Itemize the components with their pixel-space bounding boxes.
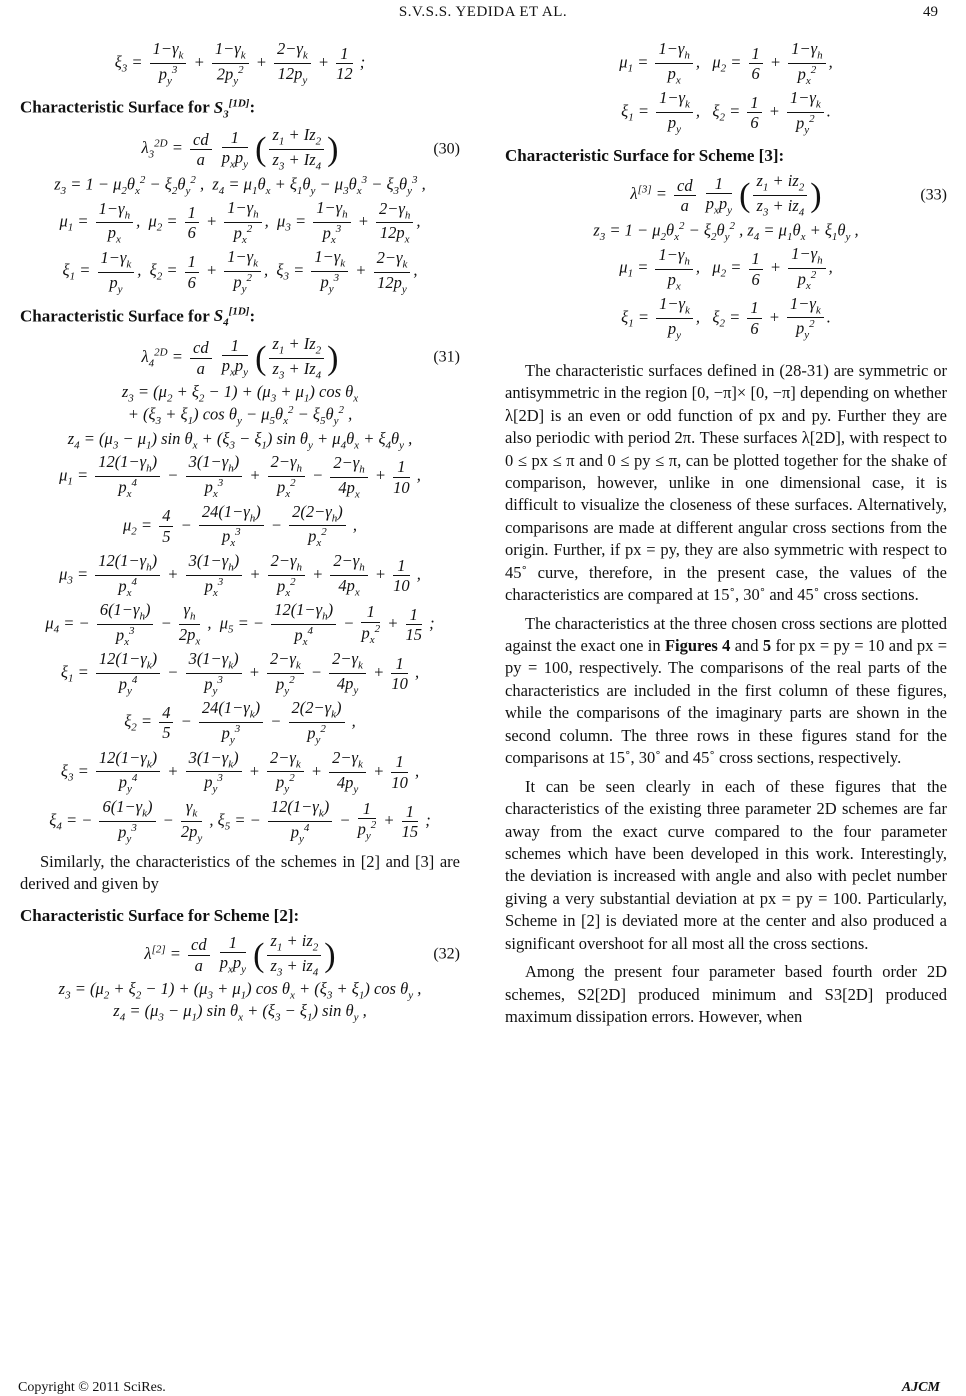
z3-s4: $z_3 = (\mu_2 + \xi_2 - 1) + (\mu_3 + \mu_1)$ $\cos \theta_x$ + $(\xi_3 + \xi_1)$ $\cos \theta_y - \mu_5\theta_x^2 - \xi_5\theta_y^2$ , bbox=[121, 382, 359, 428]
paragraph-seen: It can be seen clearly in each of these figures that the characteristics of the existing three parameter 2D schemes are far away from the exact curve compared to the four parameter schemes which have been developed in this work. Interestingly, the deviation is increased with angle and also with peclet number giving a very substantial deviation at px = py = 100. Particularly, Scheme in [2] is deviated more at the center and also produced a significant overshoot for all most all the cross sections. bbox=[505, 776, 947, 953]
mu-scheme3: $\mu_1$ = $\frac{1-\gamma_h}{p_x}$ , $\mu_2$ = $\frac{1}{6}$ + $\frac{1-\gamma_h}{p_x^2}$ , bbox=[619, 244, 833, 293]
mu-s3: $\mu_1$ = $\frac{1-\gamma_h}{p_x}$ , $\mu_2$ = $\frac{1}{6}$ + $\frac{1-\gamma_h}{p_x^2}$ , $\mu_3$ = $\frac{1-\gamma_h}{p_x^3}$ + $\frac{2-\gamma_h}{12p_x}$ , bbox=[59, 198, 421, 246]
running-title: S.V.S.S. YEDIDA ET AL. bbox=[398, 4, 568, 20]
heading-scheme-3: Characteristic Surface for Scheme [3]: bbox=[505, 146, 785, 166]
xi-scheme2: $\xi_1$ = $\frac{1-\gamma_k}{p_y}$ , $\xi_2$ = $\frac{1}{6}$ + $\frac{1-\gamma_k}{p_y^2}$ . bbox=[621, 88, 831, 136]
xi3-s4: $\xi_3$ = $\frac{12(1-\gamma_k)}{p_y^4}$ + $\frac{3(1-\gamma_k)}{p_y^3}$ + $\frac{2-\gamma_k}{p_y^2}$ + $\frac{2-\gamma_k}{4p_y}$ + $\frac{1}{10}$ , bbox=[60, 747, 420, 796]
mu3-s4: $\mu_3$ = $\frac{12(1-\gamma_h)}{p_x^4}$ + $\frac{3(1-\gamma_h)}{p_x^3}$ + $\frac{2-\gamma_h}{p_x^2}$ + $\frac{2-\gamma_h}{4p_x}$ + $\frac{1}{10}$ , bbox=[59, 550, 421, 599]
xi4-xi5-s4: $\xi_4$ = − $\frac{6(1-\gamma_k)}{p_y^3}$ − $\frac{\gamma_k}{2p_y}$ , $\xi_5$ = − $\frac{12(1-\gamma_k)}{p_y^4}$ − $\frac{1}{p_y^2}$ + $\frac{1}{15}$ ; bbox=[49, 796, 431, 845]
paragraph-similarly: Similarly, the characteristics of the schemes in [2] and [3] are derived and given by bbox=[20, 851, 460, 894]
page-number: 49 bbox=[923, 4, 938, 20]
equation-number-31: (31) bbox=[433, 348, 460, 366]
paragraph-among: Among the present four parameter based fourth order 2D schemes, S2[2D] produced minimum and S3[2D] produced maximum dissipation errors. However, when bbox=[505, 962, 947, 1027]
heading-s3: Characteristic Surface for $S_3[1D]$: bbox=[20, 97, 256, 121]
copyright: Copyright © 2011 SciRes. bbox=[18, 1380, 166, 1395]
xi2-s4: $\xi_2$ = $\frac{4}{5}$ − $\frac{24(1-\gamma_k)}{p_y^3}$ − $\frac{2(2-\gamma_k)}{p_y^2}$ , bbox=[124, 698, 356, 746]
equation-number-32: (32) bbox=[433, 945, 460, 963]
xi-s3: $\xi_1$ = $\frac{1-\gamma_k}{p_y}$ , $\xi_2$ = $\frac{1}{6}$ + $\frac{1-\gamma_k}{p_y^2}$ , $\xi_3$ = $\frac{1-\gamma_k}{p_y^3}$ + $\frac{2-\gamma_k}{12p_y}$ , bbox=[62, 247, 418, 296]
paragraph-surfaces: The characteristic surfaces defined in (28-31) are symmetric or antisymmetric in the region [0, −π]× [0, −π] depending on whether λ[2D] is an even or odd function of px and py. Further they are also periodic with period 2π. These surfaces λ[2D], with respect to 0 ≤ px ≤ π and 0 ≤ py ≤ π, can be plotted together for the shake of comparison, however, unlike in one dimensional case, it is difficult to visualize the closeness of these surfaces. Alternatively, comparisons are made at different angular cross sections from the origin. Further, if px = py, they are also symmetric with respect to 45˚ curve, therefore, in the present case, the values of the characteristics are compared at 15˚, 30˚ and 45˚ cross sections. bbox=[505, 360, 947, 605]
equation-number-30: (30) bbox=[433, 140, 460, 158]
mu2-s4: $\mu_2$ = $\frac{4}{5}$ − $\frac{24(1-\gamma_h)}{p_x^3}$ − $\frac{2(2-\gamma_h)}{p_x^2}$ , bbox=[123, 501, 357, 550]
z4-s4: $z_4 = (\mu_3 - \mu_1)$ $\sin \theta_x + (\xi_3 - \xi_1)$ $\sin \theta_y + \mu_4\theta_x + \xi_4\theta_y$ , bbox=[67, 428, 413, 451]
left-column bbox=[20, 38, 460, 1026]
equation-33: λ[3] = $\frac{cd}{a}$ $\frac{1}{p_xp_y}$ ( $\frac{z_1 + iz_2}{z_3 + iz_4}$ ) (33) bbox=[630, 171, 947, 219]
equation-30: $\lambda_3^{2D}$ = $\frac{cd}{a}$ $\frac{1}{p_xp_y}$ ( $\frac{z_1 + Iz_2}{z_3 + Iz_4}$ ) (30) bbox=[141, 125, 460, 173]
equation-31: $\lambda_4^{2D}$ = $\frac{cd}{a}$ $\frac{1}{p_xp_y}$ ( $\frac{z_1 + Iz_2}{z_3 + Iz_4}$ ) (31) bbox=[141, 333, 460, 381]
heading-s4: Characteristic Surface for $S_4[1D]$: bbox=[20, 305, 256, 329]
mu-scheme2: $\mu_1$ = $\frac{1-\gamma_h}{p_x}$ , $\mu_2$ = $\frac{1}{6}$ + $\frac{1-\gamma_h}{p_x^2}$ , bbox=[619, 39, 833, 87]
paragraph-plotted: The characteristics at the three chosen cross sections are plotted against the exact one in Figures 4 and 5 for px = py = 10 and px = py = 100, respectively. The comparisons of the real parts of the characteristics are included in the first column of these figures, while the comparisons of the imaginary parts are shown in the second column. The three rows in these figures stand for the comparisons at 15˚, 30˚ and 45˚ cross sections, respectively. bbox=[505, 613, 948, 768]
xi1-s4: $\xi_1$ = $\frac{12(1-\gamma_k)}{p_y^4}$ − $\frac{3(1-\gamma_k)}{p_y^3}$ + $\frac{2-\gamma_k}{p_y^2}$ − $\frac{2-\gamma_k}{4p_y}$ + $\frac{1}{10}$ , bbox=[60, 649, 420, 697]
mu1-s4: $\mu_1$ = $\frac{12(1-\gamma_h)}{p_x^4}$ − $\frac{3(1-\gamma_h)}{p_x^3}$ + $\frac{2-\gamma_h}{p_x^2}$ − $\frac{2-\gamma_h}{4p_x}$ + $\frac{1}{10}$ , bbox=[59, 452, 421, 501]
journal-name: AJCM bbox=[901, 1380, 940, 1395]
equation-32: λ[2] = $\frac{cd}{a}$ $\frac{1}{p_xp_y}$ ( $\frac{z_1 + iz_2}{z_3 + iz_4}$ ) (32) bbox=[144, 930, 460, 978]
heading-scheme-2: Characteristic Surface for Scheme [2]: bbox=[20, 905, 300, 925]
xi3-equation: $\xi_3$ = $\frac{1-\gamma_k}{p_y^3}$ + $\frac{1-\gamma_k}{2p_y^2}$ + $\frac{2-\gamma_k}{12p_y}$ + $\frac{1}{12}$ ; bbox=[114, 39, 366, 87]
z3-z4-s3: $z_3 = 1 - \mu_2\theta_x^2 - \xi_2\theta_y^2$ , $z_4 = \mu_1\theta_x + \xi_1\theta_y - \mu_3\theta_x^3 - \xi_3\theta_y^3$ , bbox=[54, 173, 426, 197]
z3-z4-scheme2: $z_3 = (\mu_2 + \xi_2 - 1) + (\mu_3 + \mu_1)$ $\cos \theta_x + (\xi_3 + \xi_1)$ $\cos \theta_y$ , $z_4 = (\mu_3 - \mu_1)$ $\sin \theta_x + (\xi_3 - \xi_1)$ $\sin \theta_y$ , bbox=[58, 979, 422, 1024]
xi-scheme3: $\xi_1$ = $\frac{1-\gamma_k}{p_y}$ , $\xi_2$ = $\frac{1}{6}$ + $\frac{1-\gamma_k}{p_y^2}$ . bbox=[621, 293, 831, 342]
right-column bbox=[505, 38, 947, 1034]
mu4-mu5-s4: $\mu_4$ = − $\frac{6(1-\gamma_h)}{p_x^3}$ − $\frac{\gamma_h}{2p_x}$ , $\mu_5$ = − $\frac{12(1-\gamma_h)}{p_x^4}$ − $\frac{1}{p_x^2}$ + $\frac{1}{15}$ ; bbox=[45, 599, 435, 648]
page-header bbox=[0, 4, 966, 28]
z3-z4-scheme3: $z_3 = 1 - \mu_2\theta_x^2 - \xi_2\theta_y^2$ , $z_4 = \mu_1\theta_x + \xi_1\theta_y$ , bbox=[593, 220, 859, 243]
equation-number-33: (33) bbox=[920, 186, 947, 204]
